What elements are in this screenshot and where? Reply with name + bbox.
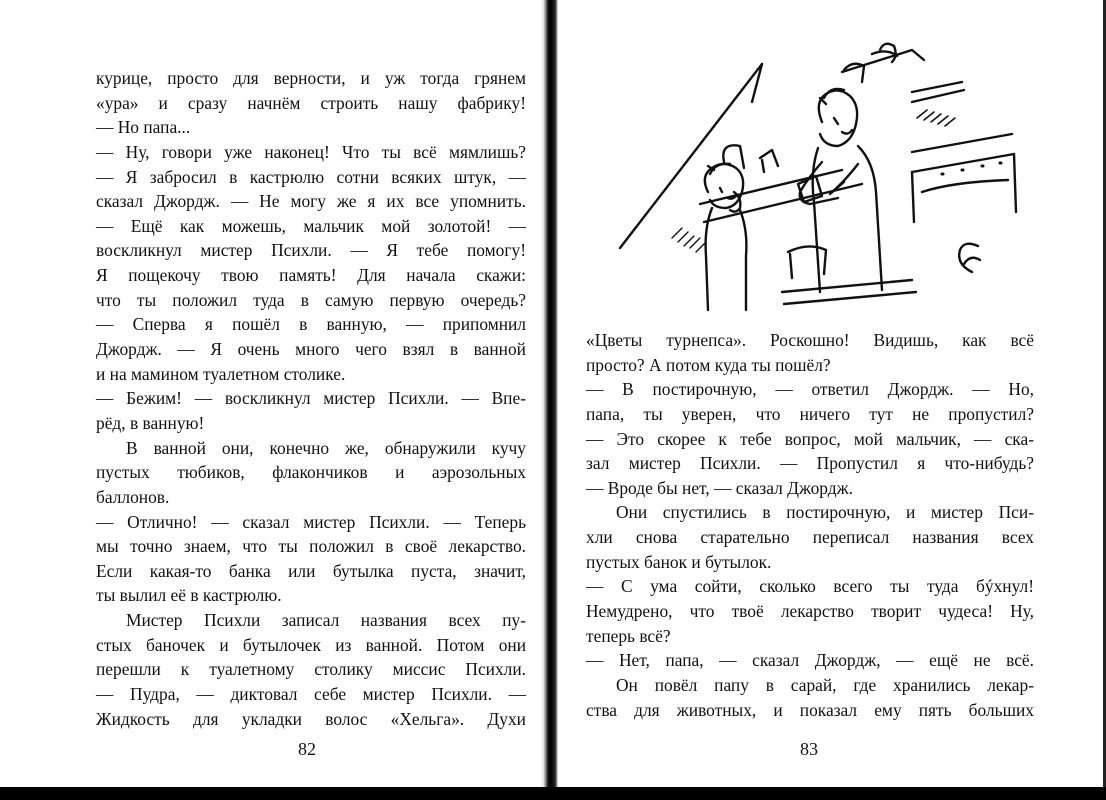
stool — [788, 246, 826, 278]
text-line: пустых банок и бутылок. — [586, 551, 772, 572]
text-line: — Отлично! — сказал мистер Психли. — Теперь — [96, 511, 526, 532]
page-number-left: 82 — [298, 739, 316, 759]
text-line: баллонов. — [96, 486, 170, 507]
text-line: — Но папа... — [96, 117, 191, 138]
text-line: — Бежим! — воскликнул мистер Психли. — Впе- — [96, 388, 526, 409]
text-line: зал мистер Психли. — Пропустил я что-нибудь? — [586, 453, 1034, 474]
text-line: теперь всё? — [586, 625, 671, 646]
book-gutter — [540, 0, 558, 800]
text-line: — Сперва я пошёл в ванную, — припомнил — [96, 314, 526, 335]
text-line: «Цветы турнепса». Роскошно! Видишь, как всё — [586, 330, 1034, 350]
text-line: — Вроде бы нет, — сказал Джордж. — [586, 477, 853, 498]
illustration — [612, 42, 1032, 314]
text-line: Джордж. — Я очень много чего взял в ванной — [96, 339, 526, 360]
floor — [782, 280, 916, 304]
text-line: папа, ты уверен, что ничего тут не пропустил? — [586, 403, 1034, 424]
text-line: перешли к туалетному столику миссис Психли. — [96, 659, 526, 680]
text-line: стых баночек и бутылочек из ванной. Потом они — [96, 634, 526, 655]
dad-body — [813, 146, 882, 292]
text-line: рёд, в ванную! — [96, 412, 205, 433]
text-line: — В постирочную, — ответил Джордж. — Но, — [586, 379, 1034, 400]
text-line: «ура» и сразу начнём строить нашу фабрику! — [96, 92, 526, 113]
shelf — [912, 82, 964, 102]
curl-decoration — [964, 258, 980, 264]
text-line: ства для животных, и показал ему пять больших — [586, 699, 1034, 720]
text-line: — Ещё как можешь, мальчик мой золотой! — — [96, 215, 526, 236]
page-number-right: 83 — [800, 739, 818, 759]
text-line: — Я забросил в кастрюлю сотни всяких штук, — — [96, 166, 526, 187]
text-line: Он повёл папу в сарай, где хранились лекар- — [616, 674, 1034, 695]
shelf — [842, 50, 924, 72]
boy-face — [720, 188, 736, 199]
text-line: — Пудра, — диктовал себе мистер Психли. — — [96, 684, 526, 705]
text-line: — С ума сойти, сколько всего ты туда бýхнул! — [586, 576, 1034, 597]
boy-body — [706, 208, 747, 310]
text-line: Я пощекочу твою память! Для начала скажи: — [96, 265, 526, 286]
text-line: что ты положил туда в самую первую очередь? — [96, 289, 526, 310]
bottle — [760, 150, 778, 172]
text-line: Они спустились в постирочную, и мистер Пси- — [616, 502, 1034, 523]
text-line: В ванной они, конечно же, обнаружили кучу — [126, 437, 526, 458]
text-line: Жидкость для укладки волос «Хельга». Духи — [96, 708, 526, 729]
shelf-hatching — [917, 110, 955, 126]
text-line: и на мамином туалетном столике. — [96, 363, 346, 384]
text-line: Немудрено, что твоё лекарство творит чудеса! Ну, — [586, 601, 1034, 622]
text-line: Мистер Психли записал названия всех пу- — [126, 610, 526, 631]
text-line: — Ну, говори уже наконец! Что ты всё мямлишь? — [96, 141, 526, 162]
scan-bottom-edge — [0, 787, 1106, 800]
dad-face — [834, 118, 852, 134]
text-line: пустых тюбиков, флакончиков и аэрозольных — [96, 462, 526, 483]
left-page-text — [96, 66, 526, 731]
text-line: курице, просто для верности, и уж тогда грянем — [96, 68, 526, 88]
shelf — [922, 180, 1008, 192]
text-line: — Это скорее к тебе вопрос, мой мальчик, — ска- — [586, 428, 1034, 449]
counter — [700, 170, 862, 222]
text-line: Если какая-то банка или бутылка пуста, значит, — [96, 560, 526, 581]
text-line: просто? А потом куда ты пошёл? — [586, 354, 831, 375]
text-line: мы точно знаем, что ты положил в своё лекарство. — [96, 536, 526, 557]
text-line: воскликнул мистер Психли. — Я тебе помогу! — [96, 240, 526, 261]
text-line: ты вылил её в кастрюлю. — [96, 585, 282, 606]
text-line: хли снова старательно переписал названия всех — [586, 527, 1034, 548]
boy-head — [705, 164, 743, 208]
text-line: — Нет, папа, — сказал Джордж, — ещё не всё. — [586, 650, 1034, 671]
shelf — [912, 134, 1016, 222]
text-line: сказал Джордж. — Не могу же я их все упомнить. — [96, 191, 526, 212]
right-page-text — [586, 328, 1034, 722]
counter-hatching — [672, 228, 706, 252]
